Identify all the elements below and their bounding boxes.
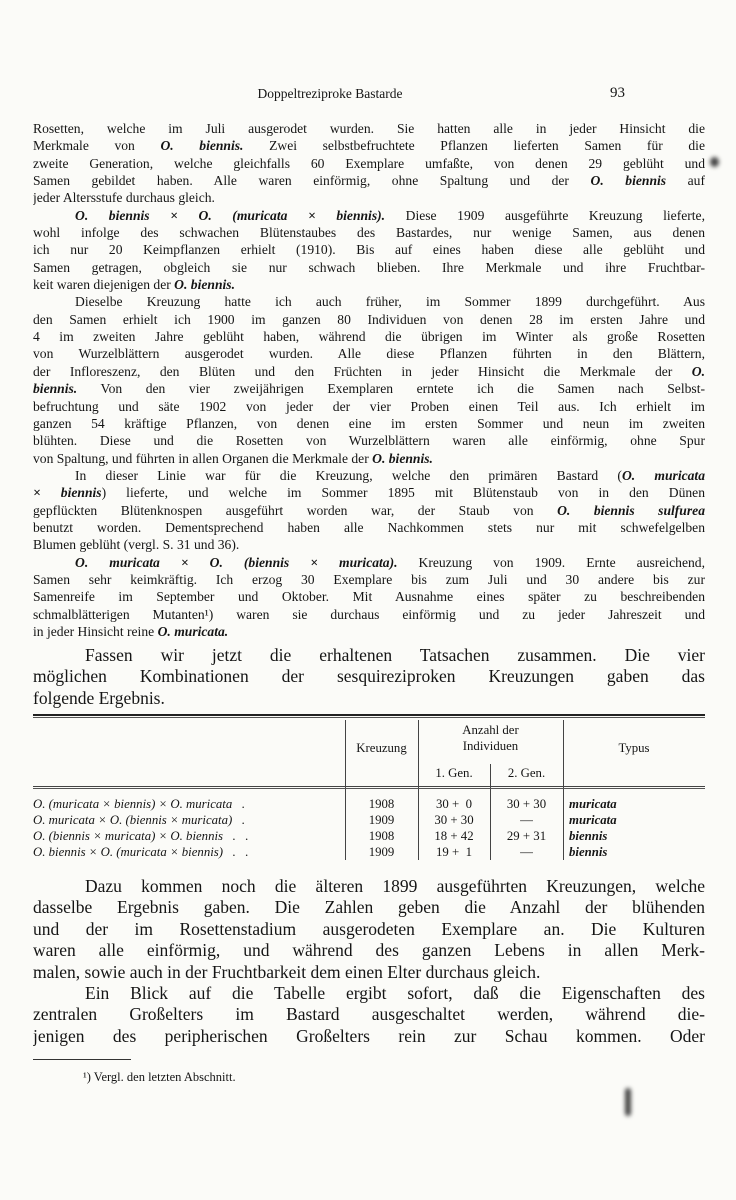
species-name: O. biennis.: [174, 277, 235, 293]
text-line: [33, 623, 705, 640]
text-run: möglichen Kombinationen der sesquireziproken Kreuzungen gaben das: [33, 666, 705, 687]
typus-value: biennis: [569, 845, 608, 859]
text-line: [33, 120, 705, 137]
text-run: jeder Altersstufe durchaus gleich.: [33, 190, 215, 206]
species-name: O. biennis × O. (muricata × biennis).: [75, 207, 386, 223]
text-line: [33, 962, 705, 983]
text-run: ) lieferte, und welche im Sommer 1895 mit Blütenstaub von in den Dünen: [101, 485, 705, 501]
text-line: [33, 1004, 705, 1025]
body-text-summary: [33, 645, 705, 709]
text-run: der Infloreszenz, den Blüten und den Früchten in jeder Hinsicht die Merkmale der: [33, 363, 692, 379]
gen1-count: 19 + 1: [435, 845, 472, 859]
cross-label: O. biennis × O. (muricata × biennis) . .: [33, 845, 249, 859]
footnote: ¹) Vergl. den letzten Abschnitt.: [83, 1070, 236, 1084]
cross-label: O. (muricata × biennis) × O. muricata .: [33, 797, 246, 811]
text-line: [33, 155, 705, 172]
text-run: In dieser Linie war für die Kreuzung, welche den primären Bastard (: [75, 467, 622, 483]
text-line: [33, 172, 705, 189]
text-line: [33, 293, 705, 310]
cross-label: O. (biennis × muricata) × O. biennis . .: [33, 829, 249, 843]
header-typus: Typus: [618, 741, 650, 755]
gen2-count: —: [520, 813, 533, 827]
cross-year: 1909: [368, 845, 395, 859]
page-number: 93: [610, 85, 625, 101]
text-run: folgende Ergebnis.: [33, 687, 165, 708]
species-name: × biennis: [33, 485, 102, 501]
cross-label: O. muricata × O. (biennis × muricata) .: [33, 813, 246, 827]
table-top-rule: [33, 714, 705, 718]
species-name: O.: [691, 363, 705, 379]
text-run: von Spaltung, und führten in allen Organen die Merkmale der: [33, 450, 373, 466]
cross-year: 1909: [368, 813, 395, 827]
text-line: [33, 450, 705, 467]
text-line: [33, 484, 705, 501]
table-header-rule: [33, 786, 705, 789]
running-title: Doppeltreziproke Bastarde: [257, 86, 403, 101]
text-line: [33, 688, 705, 709]
text-line: [33, 207, 705, 224]
body-text-conclusion: [33, 876, 705, 1047]
text-line: [33, 919, 705, 940]
typus-value: muricata: [569, 813, 617, 827]
text-line: [33, 502, 705, 519]
cross-year: 1908: [368, 829, 395, 843]
text-run: Ein Blick auf die Tabelle ergibt sofort, daß die Eigenschaften des: [85, 982, 705, 1003]
text-run: schmalblätterigen Mutanten¹) waren sie durchaus einförmig und zu jeder Jahreszeit und: [33, 606, 705, 622]
scan-smudge: [710, 157, 719, 167]
typus-value: muricata: [569, 797, 617, 811]
header-kreuzung: Kreuzung: [356, 741, 407, 755]
text-run: benutzt worden. Dementsprechend haben alle Nachkommen stets nur mit schwefelgelben: [33, 519, 705, 535]
species-name: biennis.: [33, 381, 78, 397]
species-name: O. muricata.: [157, 623, 229, 639]
scan-smudge: [625, 1088, 631, 1116]
text-run: Merkmale von: [33, 138, 161, 154]
text-run: blühten. Diese und die Rosetten von Wurzelblättern waren alle einförmig, ohne Spur: [33, 433, 705, 449]
body-text-small: [33, 120, 705, 640]
text-run: Rosetten, welche im Juli ausgerodet wurden. Sie hatten alle in jeder Hinsicht die: [33, 121, 705, 136]
text-run: Zwei selbstbefruchtete Pflanzen lieferten Samen für die: [243, 138, 705, 154]
text-run: den Samen erhielt ich 1900 im ganzen 80 Individuen von denen 28 im ersten Jahre und: [33, 311, 705, 327]
text-line: [33, 241, 705, 258]
text-run: ganzen 54 kräftige Pflanzen, von denen eine im ersten Sommer und neun im zweiten: [33, 415, 705, 431]
text-line: [33, 328, 705, 345]
gen1-count: 30 + 0: [435, 797, 472, 811]
species-name: O. muricata × O. (biennis × muricata).: [75, 554, 398, 570]
text-line: [33, 432, 705, 449]
typus-value: biennis: [569, 829, 608, 843]
text-line: [33, 588, 705, 605]
text-line: [33, 467, 705, 484]
gen2-count: 30 + 30: [506, 797, 547, 811]
gen2-count: 29 + 31: [506, 829, 547, 843]
text-line: [33, 983, 705, 1004]
text-line: [33, 276, 705, 293]
species-name: O. biennis.: [372, 450, 433, 466]
text-line: [33, 224, 705, 241]
results-table: [33, 714, 705, 864]
text-line: [33, 189, 705, 206]
text-run: Blumen geblüht (vergl. S. 31 und 36).: [33, 537, 240, 553]
text-run: Fassen wir jetzt die erhaltenen Tatsachen zusammen. Die vier: [85, 645, 705, 665]
text-run: dasselbe Ergebnis gaben. Die Zahlen geben die Anzahl der blühenden: [33, 897, 705, 918]
text-run: ich nur 20 Keimpflanzen erhielt (1910). Bis auf eines haben diese alle geblüht und: [33, 242, 705, 258]
text-run: auf: [666, 173, 705, 189]
gen2-count: —: [520, 845, 533, 859]
table-row: [33, 796, 705, 812]
text-run: Dieselbe Kreuzung hatte ich auch früher, im Sommer 1899 durchgeführt. Aus: [75, 294, 705, 310]
text-run: 4 im zweiten Jahre geblüht haben, während die übrigen im Winter als große Rosetten: [33, 329, 705, 345]
text-run: Kreuzung von 1909. Ernte ausreichend,: [397, 554, 705, 570]
gen1-count: 18 + 42: [434, 829, 474, 843]
cross-year: 1908: [368, 797, 395, 811]
species-name: O. biennis sulfurea: [557, 502, 705, 518]
text-line: [33, 363, 705, 380]
text-line: [33, 876, 705, 897]
text-run: Diese 1909 ausgeführte Kreuzung lieferte,: [385, 207, 705, 223]
text-line: [33, 940, 705, 961]
text-line: [33, 259, 705, 276]
text-line: [33, 645, 705, 666]
text-line: [33, 606, 705, 623]
text-run: Samen sehr keimkräftig. Ich erzog 30 Exemplare bis zum Juli und 30 andere bis zur: [33, 571, 705, 587]
text-line: [33, 398, 705, 415]
text-line: [33, 897, 705, 918]
header-individuen: Individuen: [462, 739, 519, 753]
text-line: [33, 1026, 705, 1047]
text-run: Samen gebildet haben. Alle waren einförmig, ohne Spaltung und der: [33, 173, 591, 189]
text-run: keit waren diejenigen der: [33, 277, 175, 293]
gen1-count: 30 + 30: [434, 813, 474, 827]
text-run: jenigen des peripherischen Großelters rein zur Schau kommen. Oder: [33, 1025, 705, 1046]
text-line: [33, 137, 705, 154]
footnote-rule: [33, 1059, 131, 1060]
header-gen1: 1. Gen.: [435, 766, 473, 780]
text-run: Dazu kommen noch die älteren 1899 ausgeführten Kreuzungen, welche: [85, 876, 705, 896]
text-run: und der im Rosettenstadium ausgerodeten Exemplare an. Die Kulturen: [33, 918, 705, 939]
text-run: Samen getragen, obgleich sie nur schwach blieben. Ihre Merkmale und ihre Fruchtbar-: [33, 259, 705, 275]
header-gen2: 2. Gen.: [507, 766, 546, 780]
text-line: [33, 554, 705, 571]
text-run: Samenreife im September und Oktober. Mit Ausnahme eines später zu beschreibenden: [33, 589, 705, 605]
text-run: gepflückten Blütenknospen ausgeführt worden war, der Staub von: [33, 502, 558, 518]
text-line: [33, 415, 705, 432]
text-run: wohl infolge des schwachen Blütenstaubes des Bastardes, nur wenige Samen, aus denen: [33, 225, 705, 241]
text-run: Von den vier zweijährigen Exemplaren erntete ich die Samen nach Selbst-: [77, 381, 705, 397]
species-name: O. muricata: [621, 467, 705, 483]
text-run: waren alle einförmig, und während des ganzen Lebens in allen Merk-: [33, 940, 705, 961]
text-run: zentralen Großelters im Bastard ausgeschaltet werden, während die-: [33, 1004, 705, 1025]
table-row: [33, 812, 705, 828]
table-row: [33, 844, 705, 860]
species-name: O. biennis.: [160, 138, 244, 154]
text-line: [33, 666, 705, 687]
text-run: befruchtung und säte 1902 von jeder der vier Proben einen Teil aus. Ich erhielt im: [33, 398, 705, 414]
text-line: [33, 536, 705, 553]
text-run: von Wurzelblättern ausgerodet wurden. Alle diese Pflanzen führten in den Blättern,: [33, 346, 705, 362]
text-line: [33, 345, 705, 362]
text-line: [33, 519, 705, 536]
text-line: [33, 571, 705, 588]
table-row: [33, 828, 705, 844]
header-anzahl: Anzahl der: [462, 723, 519, 737]
text-run: malen, sowie auch in der Fruchtbarkeit dem einen Elter durchaus gleich.: [33, 961, 541, 982]
text-line: [33, 380, 705, 397]
species-name: O. biennis: [590, 173, 667, 189]
text-run: in jeder Hinsicht reine: [33, 623, 158, 639]
text-run: zweite Generation, welche gleichfalls 60 Exemplare umfaßte, von denen 29 geblüht und: [33, 155, 705, 171]
text-line: [33, 311, 705, 328]
